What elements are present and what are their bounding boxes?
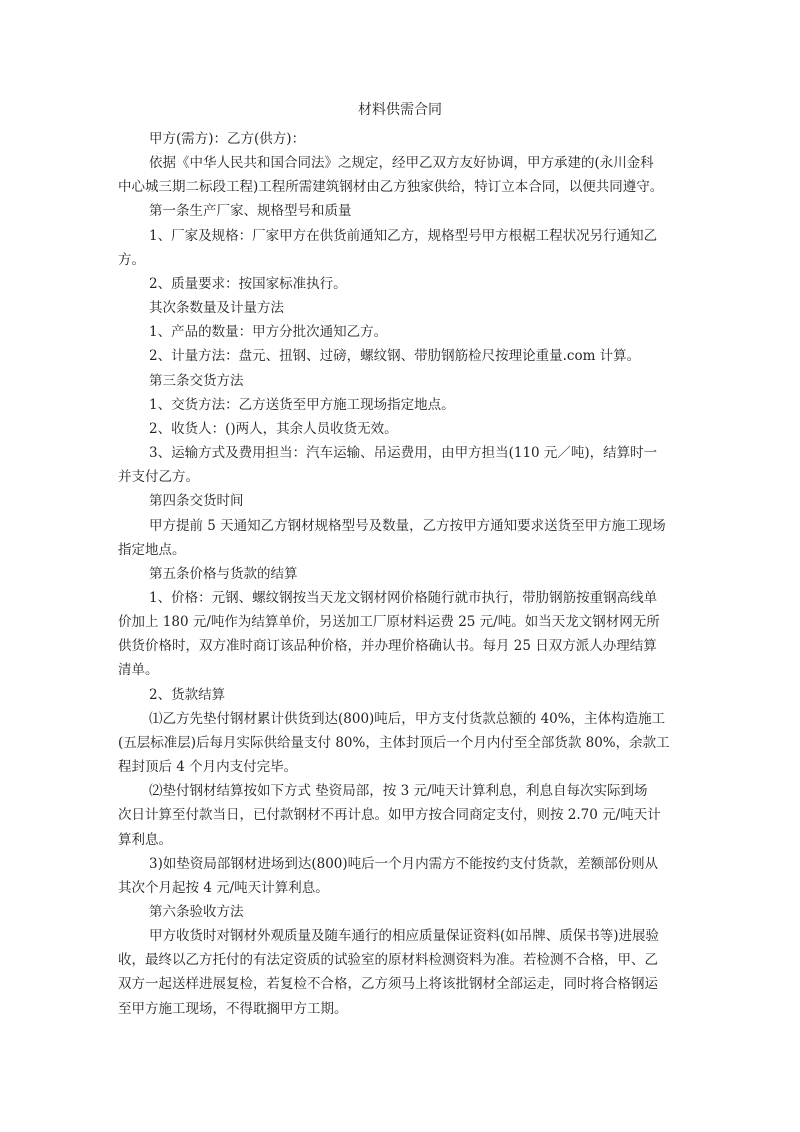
document-body bbox=[118, 127, 684, 1021]
document-line: 供货价格时，双方准时商订该品种价格，并办理价格确认书。每月 25 日双方派人办理结算 bbox=[118, 638, 657, 655]
document-line: 第三条交货方法 bbox=[149, 372, 244, 389]
document-line: 依据《中华人民共和国合同法》之规定，经甲乙双方友好协调，甲方承建的(永川金科 bbox=[149, 155, 654, 172]
document-line: 3)如垫资局部钢材进场到达(800)吨后一个月内需方不能按约支付货款，差额部份则从 bbox=[149, 855, 659, 872]
document-line: 中心城三期二标段工程)工程所需建筑钢材由乙方独家供给，特订立本合同，以便共同遵守。 bbox=[118, 179, 664, 196]
document-line: 第五条价格与货款的结算 bbox=[149, 565, 298, 582]
document-line: 甲方收货时对钢材外观质量及随车通行的相应质量保证资料(如吊牌、质保书等)进展验 bbox=[149, 928, 660, 945]
document-line: 其次个月起按 4 元/吨天计算利息。 bbox=[118, 879, 329, 896]
document-line: 第一条生产厂家、规格型号和质量 bbox=[149, 203, 352, 220]
document-line: 第六条验收方法 bbox=[149, 904, 244, 920]
document-line: 甲方提前 5 天通知乙方钢材规格型号及数量，乙方按甲方通知要求送货至甲方施工现场 bbox=[149, 517, 666, 534]
document-line: 程封顶后 4 个月内支付完毕。 bbox=[118, 759, 298, 776]
document-line: 1、价格：元钢、螺纹钢按当天龙文钢材网价格随行就市执行，带肋钢筋按重钢高线单 bbox=[149, 589, 658, 606]
document-line: 1、交货方法：乙方送货至甲方施工现场指定地点。 bbox=[149, 396, 455, 413]
document-line: 第四条交货时间 bbox=[149, 493, 244, 510]
document-line: ⑴乙方先垫付钢材累计供货到达(800)吨后，甲方支付货款总额的 40%，主体构造施工 bbox=[149, 710, 666, 727]
document-line: 2、质量要求：按国家标准执行。 bbox=[149, 275, 347, 292]
document-line: (五层标准层)后每月实际供给量支付 80%，主体封顶后一个月内付至全部货款 80%，余款工 bbox=[118, 734, 670, 751]
document-line: 2、收货人：()两人，其余人员收货无效。 bbox=[149, 420, 398, 437]
document-line: 1、厂家及规格：厂家甲方在供货前通知乙方，规格型号甲方根椐工程状况另行通知乙 bbox=[149, 227, 658, 244]
document-line: 1、产品的数量：甲方分批次通知乙方。 bbox=[149, 324, 388, 341]
document-line: 方。 bbox=[118, 251, 145, 268]
document-line: 次日计算至付款当日，已付款钢材不再计息。如甲方按合同商定支付，则按 2.70 元/吨天计 bbox=[118, 807, 661, 824]
document-line: 并支付乙方。 bbox=[118, 469, 199, 486]
document-line: 双方一起送样进展复检，若复检不合格，乙方须马上将该批钢材全部运走，同时将合格钢运 bbox=[118, 976, 658, 993]
document-line: 3、运输方式及费用担当：汽车运输、吊运费用，由甲方担当(110 元／吨)，结算时一 bbox=[149, 445, 658, 462]
document-line: 清单。 bbox=[118, 662, 159, 679]
document-line: 2、货款结算 bbox=[149, 686, 226, 703]
document-line: 甲方(需方)：乙方(供方)： bbox=[149, 131, 306, 147]
document-line: ⑵垫付钢材结算按如下方式 垫资局部，按 3 元/吨天计算利息，利息自每次实际到场 bbox=[149, 783, 648, 800]
document-line: 2、计量方法：盘元、扭钢、过磅，螺纹钢、带肋钢筋检尺按理论重量.com 计算。 bbox=[149, 348, 641, 365]
document-line: 至甲方施工现场，不得耽搁甲方工期。 bbox=[118, 1000, 348, 1017]
document-line: 价加上 180 元/吨作为结算单价，另送加工厂原材料运费 25 元/吨。如当天龙文钢材网无所 bbox=[118, 614, 660, 631]
document-line: 收，最终以乙方托付的有法定资质的试验室的原材料检测资料为准。若检测不合格，甲、乙 bbox=[118, 952, 658, 969]
document-line: 其次条数量及计量方法 bbox=[149, 300, 284, 317]
document-title: 材料供需合同 bbox=[358, 102, 442, 118]
document-line: 指定地点。 bbox=[118, 541, 186, 558]
document-line: 算利息。 bbox=[118, 831, 172, 848]
